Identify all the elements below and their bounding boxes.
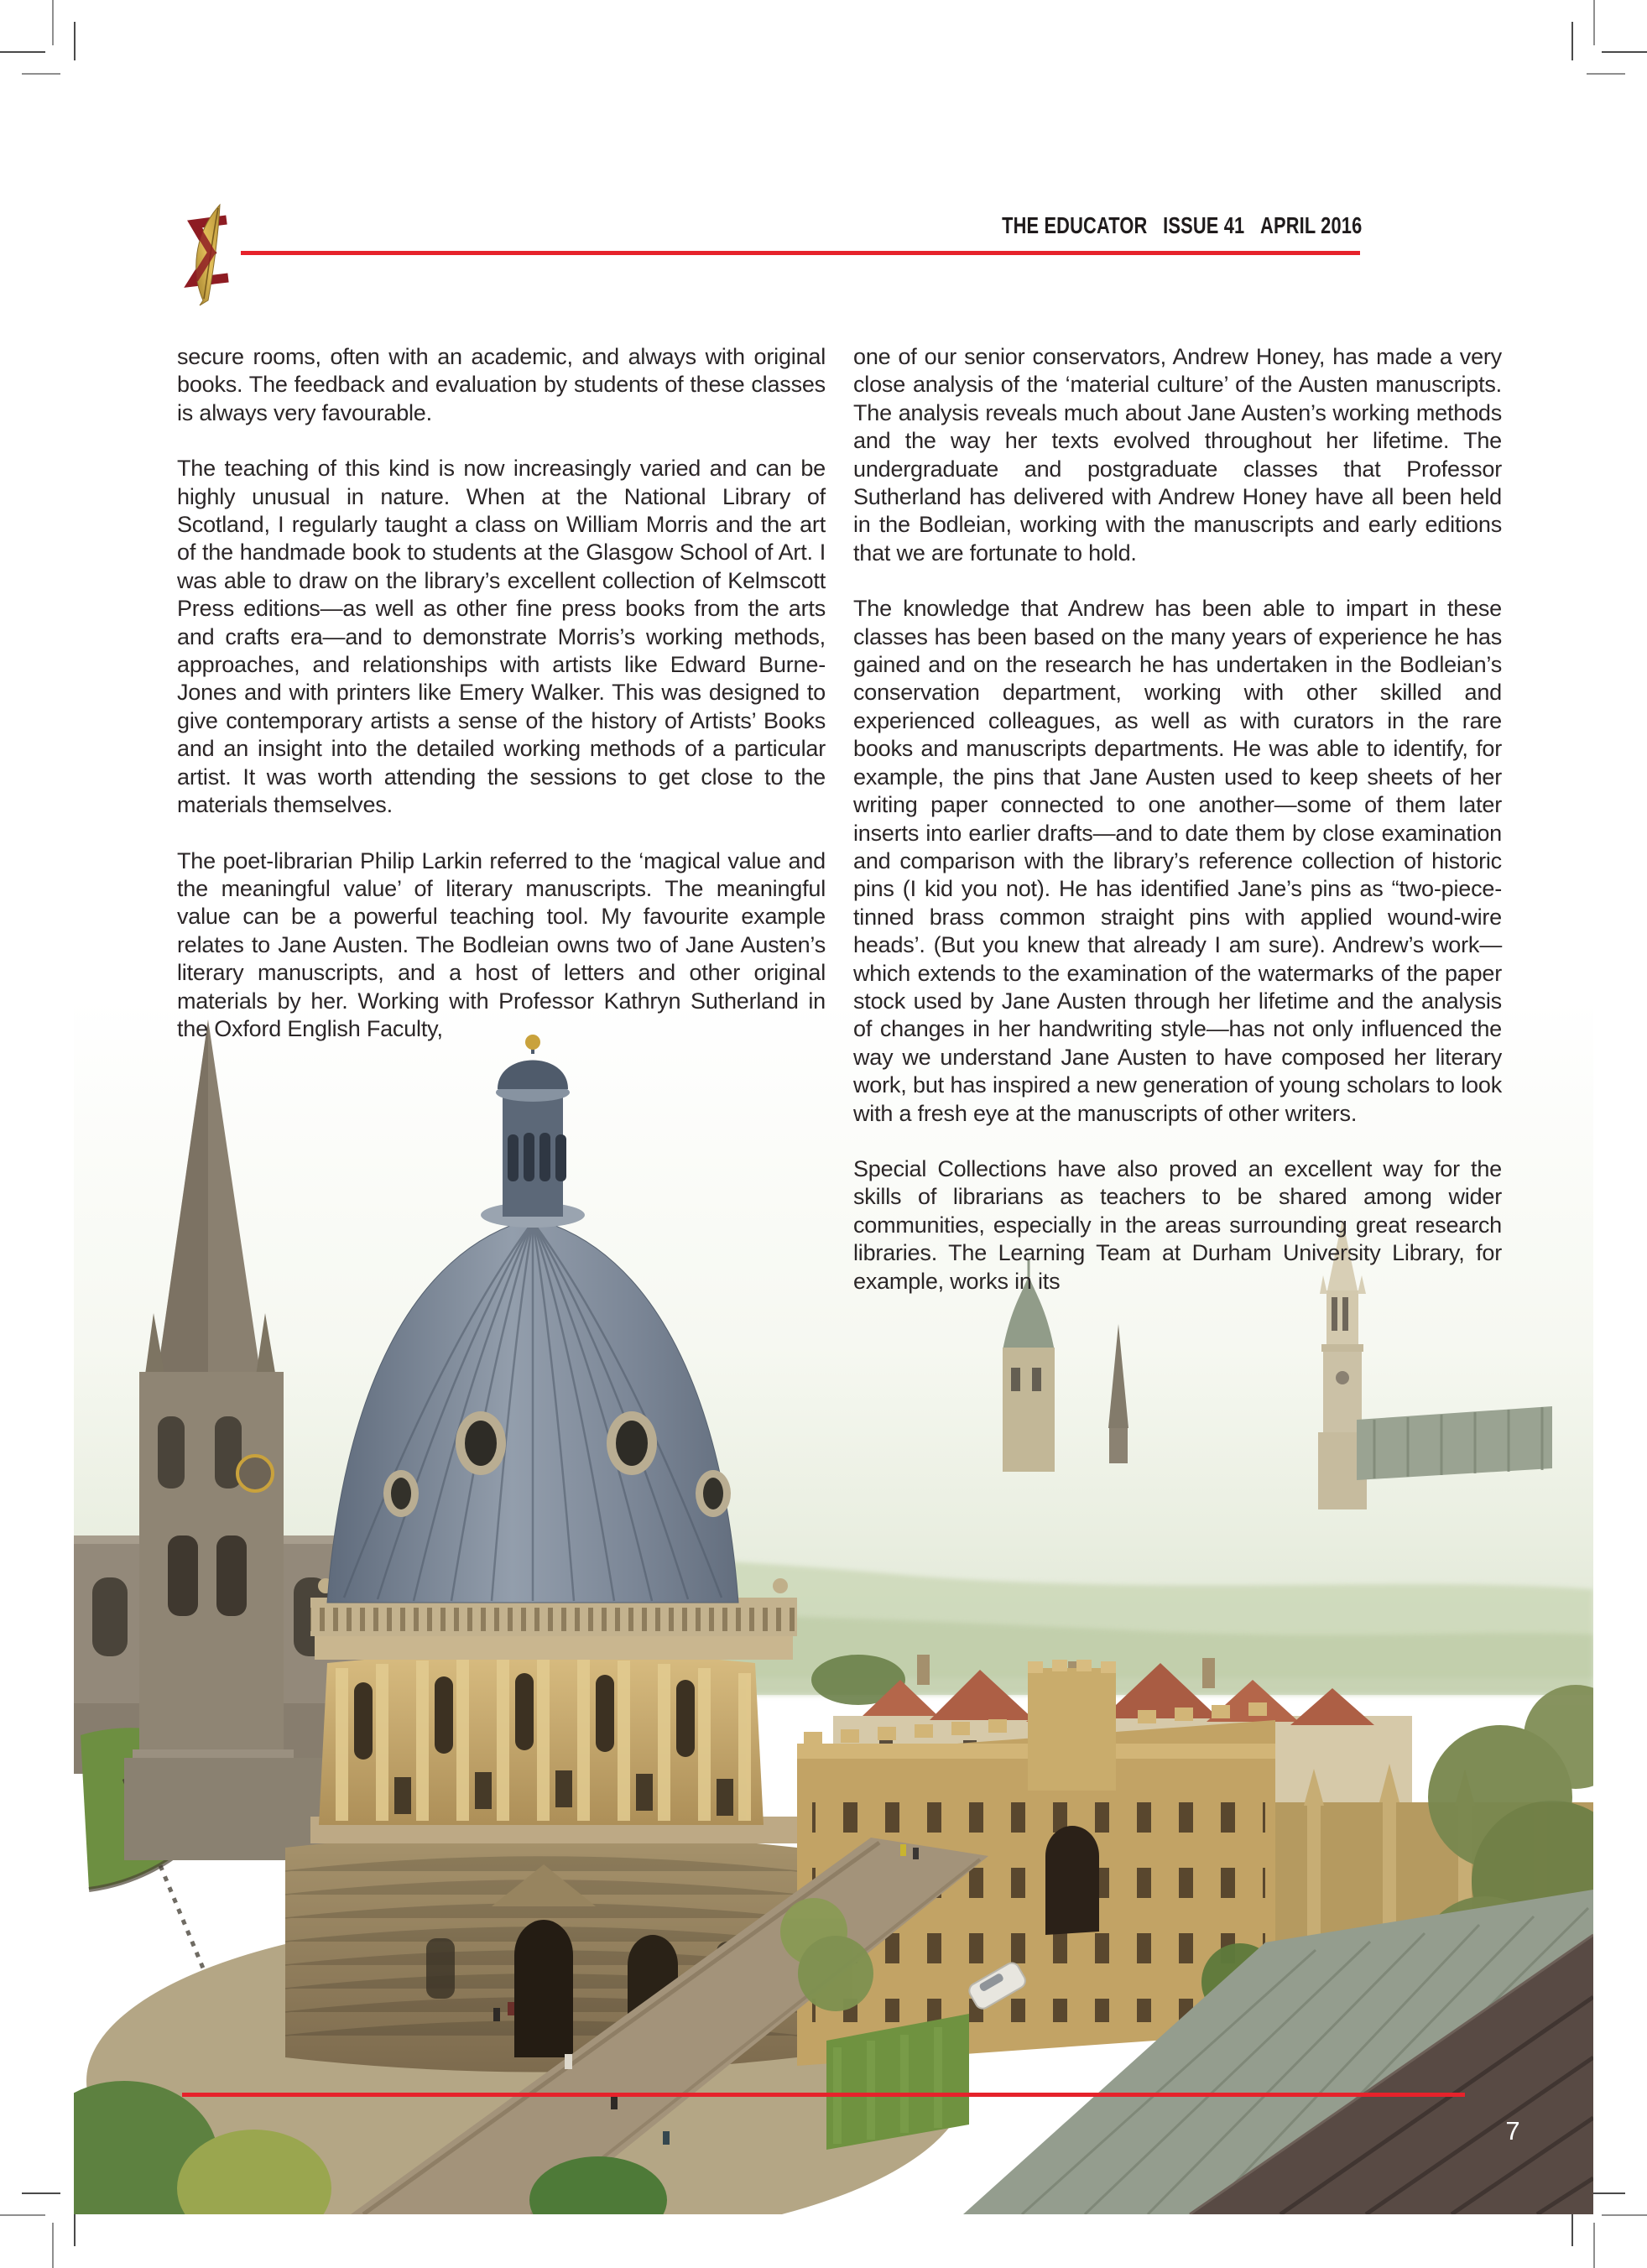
paragraph: The knowledge that Andrew has been able to impart in these classes has been based on the many years of experience he has gained and on the research he has undertaken in the Bodleian’s conservation department, working with other skilled and experienced colleagues, as well as with curators in the rare books and manuscripts departments. He was able to identify, for example, the pins that Jane Austen used to keep sheets of her writing paper connected to one another—some of them later inserts into earlier drafts—and to date them by close examination and comparison with the library’s reference collection of historic pins (I kid you not). He has identified Jane’s pins as “two-piece-tinned brass common straight pins with applied wound-wire heads’. (But you knew that already I am sure). Andrew’s work—which extends to the examination of the watermarks of the paper stock used by Jane Austen through her lifetime and the analysis of changes in her handwriting style—has not only influenced the way we understand Jane Austen to have composed her literary work, but has inspired a new generation of young scholars to look with a fresh eye at the manuscripts of other writers. bbox=[853, 596, 1502, 1126]
educator-quill-logo-icon bbox=[175, 200, 242, 307]
masthead bbox=[1002, 212, 1362, 239]
publication-title: THE EDUCATOR bbox=[1001, 212, 1148, 238]
article-column-right bbox=[853, 343, 1502, 1323]
page-number: 7 bbox=[1505, 2116, 1520, 2145]
paragraph: The poet-librarian Philip Larkin referred to the ‘magical value and the meaningful value’ of literary manuscripts. The meaningful value can be a powerful teaching tool. My favourite example relates to Jane Austen. The Bodleian owns two of Jane Austen’s literary manuscripts, and a host of letters and other original materials by her. Working with Professor Kathryn Sutherland in the Oxford English Faculty, bbox=[177, 847, 826, 1041]
issue-number: ISSUE 41 bbox=[1162, 212, 1244, 238]
footer-red-rule bbox=[182, 2093, 1465, 2097]
paragraph: Special Collections have also proved an excellent way for the skills of librarians as teachers to be shared among wider communities, especially in the areas surrounding great research libraries. The Learning Team at Durham University Library, for example, works in its bbox=[853, 1155, 1502, 1294]
header-red-rule bbox=[241, 251, 1360, 255]
article-column-left bbox=[177, 343, 826, 1071]
paragraph: The teaching of this kind is now increasingly varied and can be highly unusual in nature. When at the National Library of Scotland, I regularly taught a class on William Morris and the art of the handmade book to students at the Glasgow School of Art. I was able to draw on the library’s excellent collection of Kelmscott Press editions—as well as other fine press books from the arts and crafts era—and to demonstrate Morris’s working methods, approaches, and relationships with artists like Edward Burne-Jones and with printers like Emery Walker. This was designed to give contemporary artists a sense of the history of Artists’ Books and an insight into the detailed working methods of a particular artist. It was worth attending the sessions to get close to the materials themselves. bbox=[177, 456, 826, 818]
paragraph: one of our senior conservators, Andrew Honey, has made a very close analysis of the ‘material culture’ of the Austen manuscripts. The analysis reveals much about Jane Austen’s working methods and the way her texts evolved throughout her lifetime. The undergraduate and postgraduate classes that Professor Sutherland has delivered with Andrew Honey have all been held in the Bodleian, working with the manuscripts and early editions that we are fortunate to hold. bbox=[853, 344, 1502, 566]
paragraph: secure rooms, often with an academic, and always with original books. The feedback and evaluation by students of these classes is always very favourable. bbox=[177, 344, 826, 425]
issue-date: APRIL 2016 bbox=[1259, 212, 1362, 238]
